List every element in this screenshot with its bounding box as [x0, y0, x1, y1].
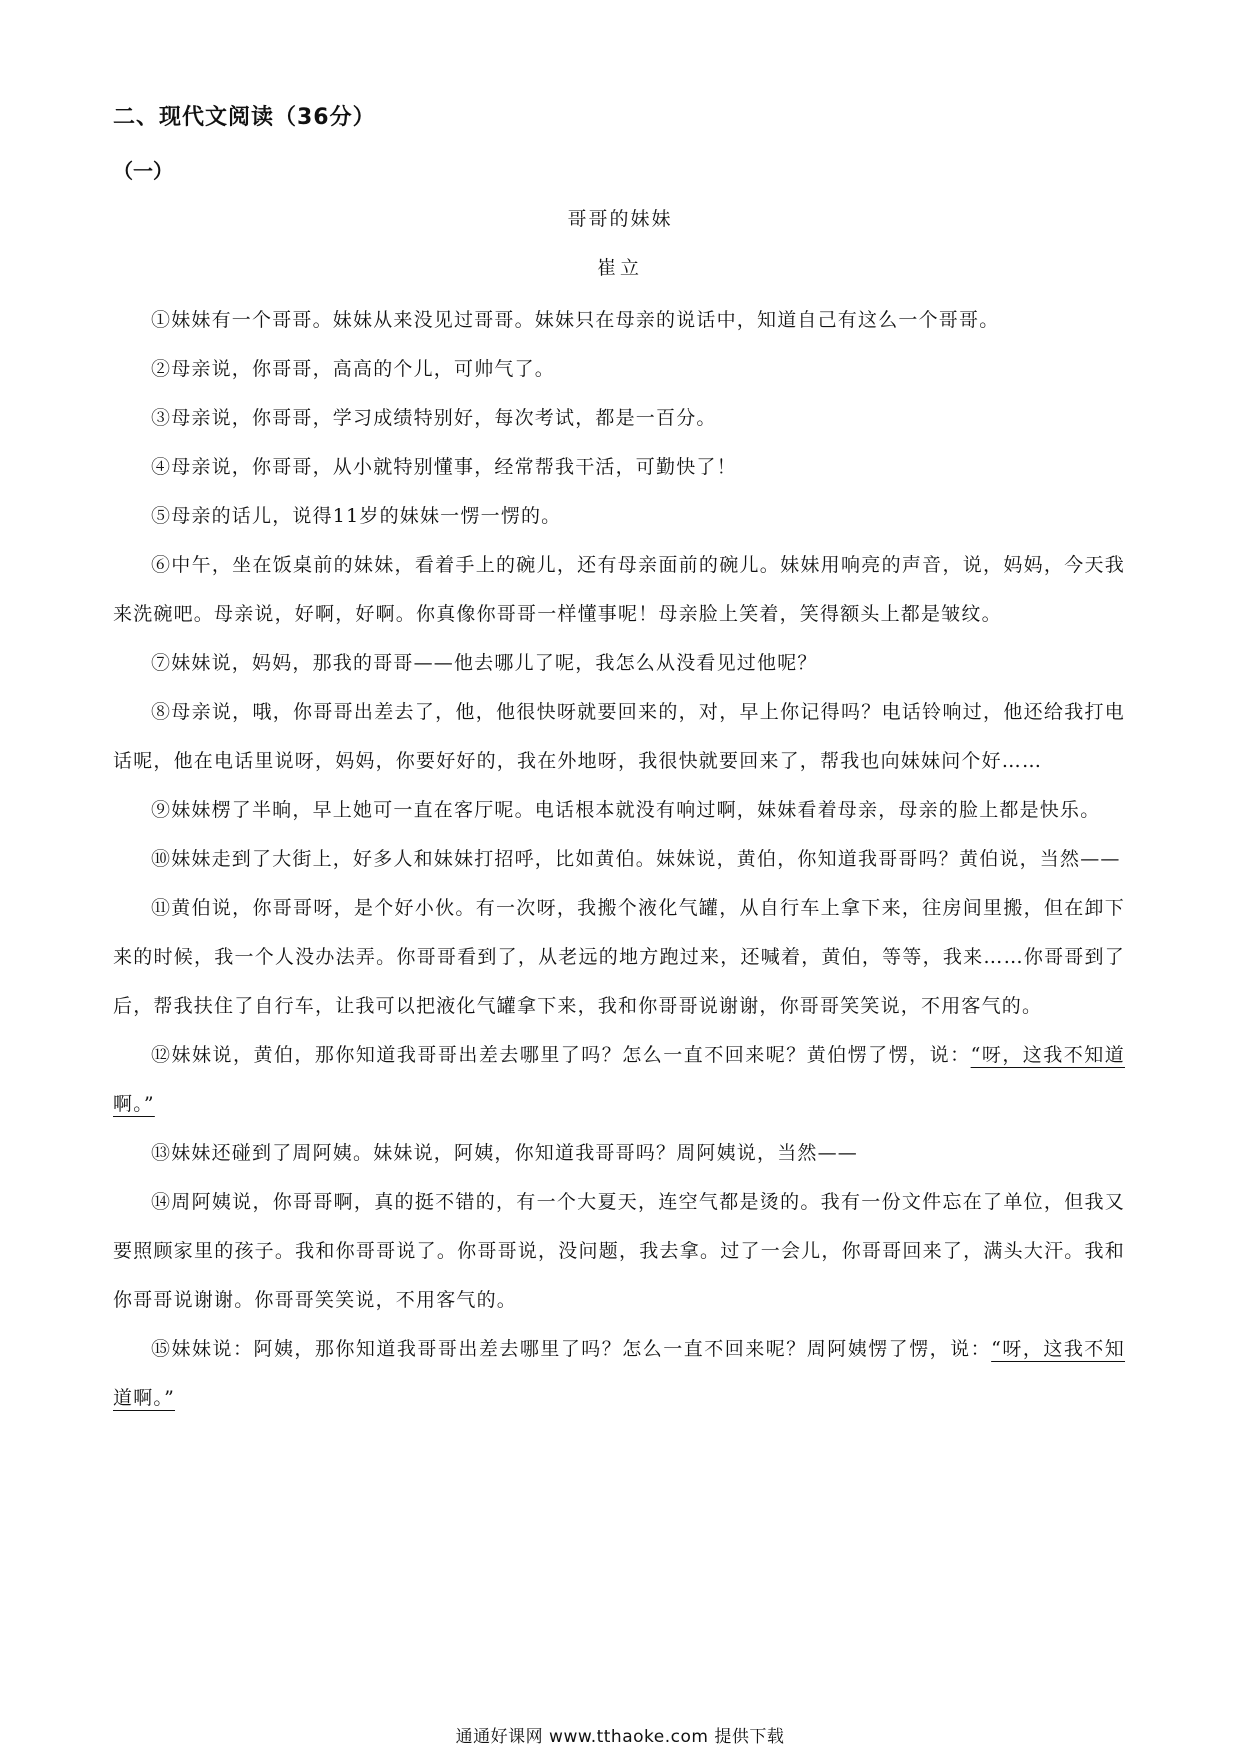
- underlined-quote: “呀，这我不知道啊。”: [113, 1044, 1125, 1115]
- article-title: 哥哥的妹妹: [567, 208, 673, 230]
- paragraph-7: ⑦妹妹说，妈妈，那我的哥哥——他去哪儿了呢，我怎么从没看见过他呢？: [151, 652, 818, 674]
- paragraph-4: ④母亲说，你哥哥，从小就特别懂事，经常帮我干活，可勤快了！: [151, 456, 737, 478]
- article-body: [113, 296, 1125, 1423]
- footer-source: 通通好课网 www.tthaoke.com 提供下载: [455, 1727, 785, 1747]
- sub-section-title: （一）: [113, 159, 173, 183]
- paragraph-10: ⑩妹妹走到了大街上，好多人和妹妹打招呼，比如黄伯。妹妹说，黄伯，你知道我哥哥吗？黄伯说，当然——: [151, 848, 1121, 870]
- paragraph-11: ⑪黄伯说，你哥哥呀，是个好小伙。有一次呀，我搬个液化气罐，从自行车上拿下来，往房间里搬，但在卸下来的时候，我一个人没办法弄。你哥哥看到了，从老远的地方跑过来，还喊着，黄伯，等等，我来……你哥哥到了后，帮我扶住了自行车，让我可以把液化气罐拿下来，我和你哥哥说谢谢，你哥哥笑笑说，不用客气的。: [113, 897, 1125, 1017]
- paragraph-1: ①妹妹有一个哥哥。妹妹从来没见过哥哥。妹妹只在母亲的说话中，知道自己有这么一个哥哥。: [151, 309, 1000, 331]
- article-author: 崔立: [596, 257, 643, 279]
- underlined-quote: “呀，这我不知道啊。”: [113, 1338, 1126, 1409]
- paragraph-3: ③母亲说，你哥哥，学习成绩特别好，每次考试，都是一百分。: [151, 407, 717, 429]
- paragraph-13: ⑬妹妹还碰到了周阿姨。妹妹说，阿姨，你知道我哥哥吗？周阿姨说，当然——: [151, 1142, 859, 1164]
- paragraph-5: ⑤母亲的话儿，说得11岁的妹妹一愣一愣的。: [151, 505, 562, 527]
- paragraph-14: ⑭周阿姨说，你哥哥啊，真的挺不错的，有一个大夏天，连空气都是烫的。我有一份文件忘在了单位，但我又要照顾家里的孩子。我和你哥哥说了。你哥哥说，没问题，我去拿。过了一会儿，你哥哥回来了，满头大汗。我和你哥哥说谢谢。你哥哥笑笑说，不用客气的。: [113, 1191, 1125, 1311]
- paragraph-2: ②母亲说，你哥哥，高高的个儿，可帅气了。: [151, 358, 556, 380]
- paragraph-9: ⑨妹妹楞了半晌，早上她可一直在客厅呢。电话根本就没有响过啊，妹妹看着母亲，母亲的脸上都是快乐。: [151, 799, 1101, 821]
- paragraph-8: ⑧母亲说，哦，你哥哥出差去了，他，他很快呀就要回来的，对，早上你记得吗？电话铃响过，他还给我打电话呢，他在电话里说呀，妈妈，你要好好的，我在外地呀，我很快就要回来了，帮我也向妹妹问个好……: [113, 701, 1125, 772]
- section-title: 二、现代文阅读（36分）: [113, 105, 376, 130]
- paragraph-15: ⑮妹妹说：阿姨，那你知道我哥哥出差去哪里了吗？怎么一直不回来呢？周阿姨愣了愣，说：“呀，这我不知道啊。”: [113, 1338, 1126, 1409]
- paragraph-12: ⑫妹妹说，黄伯，那你知道我哥哥出差去哪里了吗？怎么一直不回来呢？黄伯愣了愣，说：“呀，这我不知道啊。”: [113, 1044, 1125, 1115]
- paragraph-6: ⑥中午，坐在饭桌前的妹妹，看着手上的碗儿，还有母亲面前的碗儿。妹妹用响亮的声音，说，妈妈，今天我来洗碗吧。母亲说，好啊，好啊。你真像你哥哥一样懂事呢！母亲脸上笑着，笑得额头上都是皱纹。: [113, 554, 1125, 625]
